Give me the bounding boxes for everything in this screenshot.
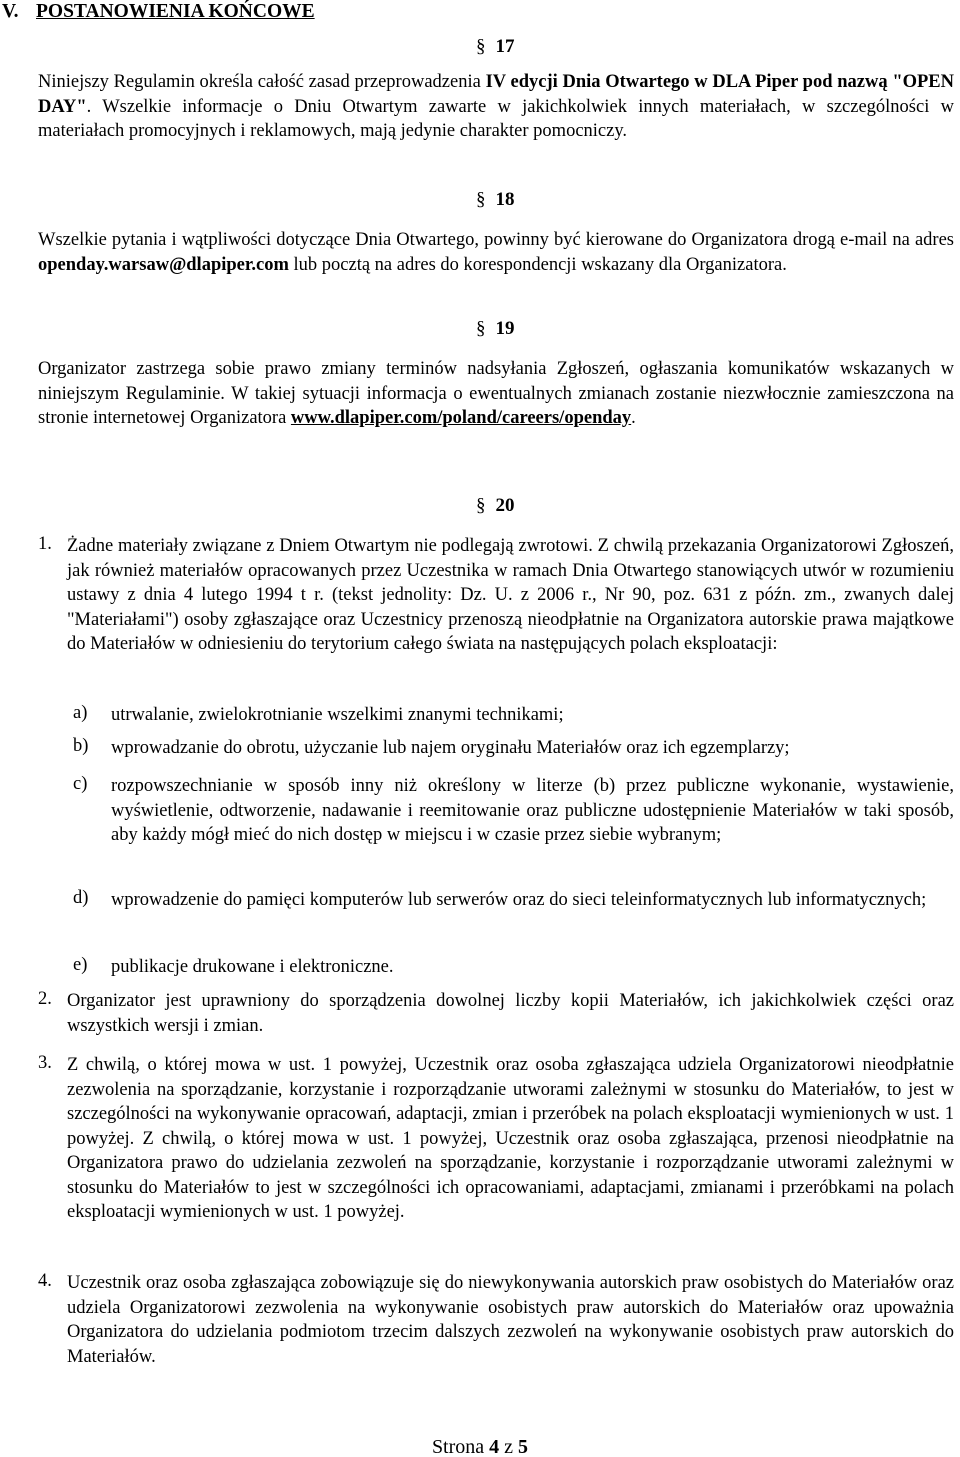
clause-number: 2. bbox=[38, 989, 52, 1009]
paragraph-mark-17: § 17 bbox=[476, 36, 515, 57]
section-sign: § bbox=[476, 318, 486, 339]
field-e bbox=[73, 955, 954, 981]
clause-3 bbox=[38, 1053, 954, 1253]
field-text: wprowadzanie do obrotu, użyczanie lub najem oryginału Materiałów oraz ich egzemplarzy; bbox=[111, 738, 790, 758]
clause-text: Żadne materiały związane z Dniem Otwartym nie podlegają zwrotowi. Z chwilą przekazania Organizatorowi Zgłoszeń, jak również materiałów opracowanych przez Uczestnika w ramach Dnia Otwartego stanowiących utwór w rozumieniu ustawy z dnia 4 lutego 1994 t r. (tekst jednolity: Dz. U. z 2006 r., Nr 90, poz. 631 z późn. zm., zwanych dalej "Materiałami") osoby zgłaszające oraz Uczestnicy przenoszą nieodpłatnie na Organizatora autorskie prawa majątkowe do Materiałów w odniesieniu do terytorium całego świata na następujących polach eksploatacji: bbox=[67, 536, 954, 654]
field-label: e) bbox=[73, 955, 88, 975]
clause-1 bbox=[38, 534, 954, 684]
field-label: d) bbox=[73, 888, 89, 908]
paragraph-mark-19: § 19 bbox=[476, 318, 515, 339]
paragraph-18: Wszelkie pytania i wątpliwości dotyczące Dnia Otwartego, powinny być kierowane do Organizatora drogą e-mail na adres openday.warsaw@dlapiper.com lub pocztą na adres do korespondencji wskazany dla Organizatora. bbox=[38, 230, 954, 275]
field-label: b) bbox=[73, 736, 89, 756]
section-sign: § bbox=[476, 495, 486, 516]
clause-number: 4. bbox=[38, 1271, 52, 1291]
clause-2 bbox=[38, 989, 954, 1041]
field-c bbox=[73, 774, 954, 874]
page-footer: Strona 4 z 5 bbox=[431, 1436, 529, 1457]
current-page: 4 bbox=[489, 1436, 500, 1457]
clause-4 bbox=[38, 1271, 954, 1371]
total-pages: 5 bbox=[518, 1436, 529, 1457]
field-text: utrwalanie, zwielokrotnianie wszelkimi znanymi technikami; bbox=[111, 705, 564, 725]
field-text: rozpowszechnianie w sposób inny niż określony w literze (b) przez publiczne wykonanie, wystawienie, wyświetlenie, odtworzenie, nadawanie i reemitowanie oraz publiczne udostępnienie Materiałów w taki sposób, aby każdy mógł mieć do nich dostęp w miejscu i w czasie przez siebie wybranym; bbox=[111, 776, 954, 845]
website-link[interactable]: www.dlapiper.com/poland/careers/openday bbox=[290, 408, 632, 428]
section-title: POSTANOWIENIA KOŃCOWE bbox=[36, 1, 315, 22]
field-text: wprowadzenie do pamięci komputerów lub serwerów oraz do sieci teleinformatycznych lub informatycznych; bbox=[111, 890, 927, 910]
field-b bbox=[73, 736, 954, 762]
clause-text: Organizator jest uprawniony do sporządzenia dowolnej liczby kopii Materiałów, ich jakichkolwiek części oraz wszystkich wersji i zmian. bbox=[67, 991, 954, 1036]
paragraph-mark-20: § 20 bbox=[476, 495, 515, 516]
field-a bbox=[73, 703, 954, 729]
email-link[interactable]: openday.warsaw@dlapiper.com bbox=[38, 254, 289, 275]
field-text: publikacje drukowane i elektroniczne. bbox=[111, 957, 394, 977]
clause-text: Uczestnik oraz osoba zgłaszająca zobowiązuje się do niewykonywania autorskich praw osobistych do Materiałów oraz udziela Organizatorowi zezwolenia na wykonywanie osobistych praw autorskich do Materiałów oraz upoważnia Organizatora do udzielania podmiotom trzecim dalszych zezwoleń na wykonywanie osobistych praw autorskich do Materiałów. bbox=[67, 1273, 954, 1367]
section-number: V. bbox=[2, 1, 19, 22]
field-label: c) bbox=[73, 774, 88, 794]
field-d bbox=[73, 888, 954, 940]
section-heading bbox=[2, 1, 315, 23]
paragraph-19: Organizator zastrzega sobie prawo zmiany terminów nadsyłania Zgłoszeń, ogłaszania komunikatów wskazanych w niniejszym Regulaminie. W takiej sytuacji informacja o ewentualnych zmianach zostanie niezwłocznie zamieszczona na stronie internetowej Organizatora www.dlapiper.com/poland/careers/openday. bbox=[38, 359, 954, 428]
section-sign: § bbox=[476, 189, 486, 210]
section-sign: § bbox=[476, 36, 486, 57]
clause-number: 1. bbox=[38, 534, 52, 554]
paragraph-mark-18: § 18 bbox=[476, 189, 515, 210]
clause-text: Z chwilą, o której mowa w ust. 1 powyżej, Uczestnik oraz osoba zgłaszająca udziela Organizatorowi nieodpłatnie zezwolenia na sporządzanie, korzystanie i rozporządzanie utworami zależnymi w stosunku do Materiałów, to jest w szczególności na wykonywanie opracowań, adaptacji, zmian i przeróbek na polach eksploatacji wymienionych w ust. 1 powyżej. Z chwilą, o której mowa w ust. 1 powyżej, Uczestnik oraz osoba zgłaszająca, przenosi nieodpłatnie na Organizatora prawo do udzielania zezwoleń na sporządzanie, korzystanie i rozporządzanie utworami zależnymi w stosunku do Materiałów to jest w szczególności ich opracowaniami, adaptacjami, zmianami i przeróbkami na polach eksploatacji wymienionych w ust. 1 powyżej. bbox=[67, 1055, 954, 1222]
clause-number: 3. bbox=[38, 1053, 52, 1073]
field-label: a) bbox=[73, 703, 88, 723]
paragraph-17: Niniejszy Regulamin określa całość zasad przeprowadzenia IV edycji Dnia Otwartego w DLA Piper pod nazwą "OPEN DAY". Wszelkie informacje o Dniu Otwartym zawarte w jakichkolwiek innych materiałach, w szczególności w materiałach promocyjnych i reklamowych, mają jedynie charakter pomocniczy. bbox=[38, 72, 954, 141]
